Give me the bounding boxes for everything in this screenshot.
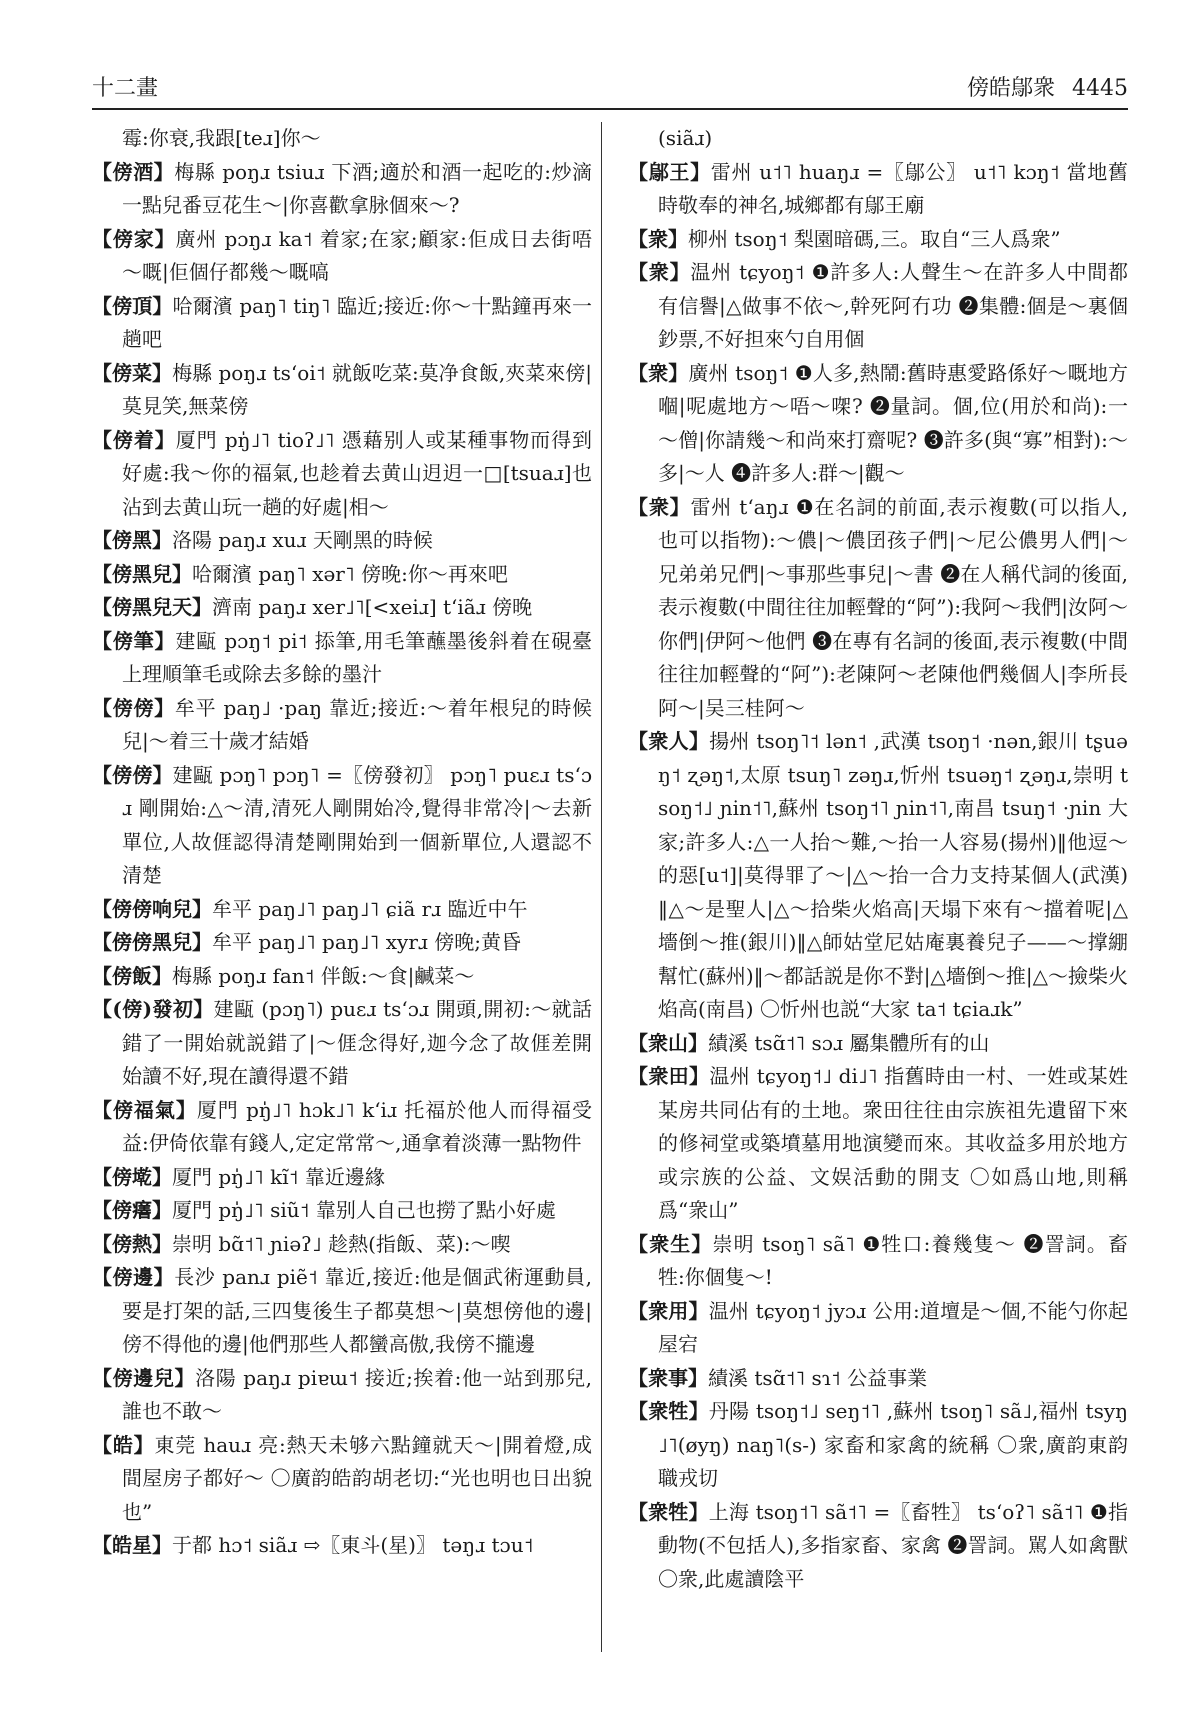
pronunciation: (pɔŋ˥) puɛɹ tsʻɔɹ — [261, 997, 430, 1021]
definition: 天剛黑的時候 — [312, 528, 433, 552]
dialect-location: 厦門 — [175, 427, 218, 452]
dictionary-entry — [628, 357, 1128, 491]
dialect-location: 建甌 — [172, 762, 213, 787]
pronunciation: bɑ̃˦˥ ɲiəʔ˩ — [218, 1231, 322, 1256]
dictionary-entry — [628, 1060, 1128, 1228]
pronunciation: paŋ˩ ·paŋ — [223, 695, 323, 720]
dialect-location: 于都 — [172, 1533, 212, 1557]
dictionary-entry — [92, 926, 592, 960]
pronunciation: tsoŋ˦˥ sã˦˥ — [755, 1499, 867, 1524]
headword: 【傍邊兒】 — [92, 1365, 196, 1390]
pronunciation: tsoŋ˦ — [735, 360, 789, 385]
pronunciation: hauɹ — [203, 1432, 252, 1457]
dialect-location: 建甌 — [175, 628, 218, 653]
dictionary-entry — [92, 1228, 592, 1262]
pronunciation: pŋ̍˩˥ siũ˦ — [218, 1198, 310, 1222]
definition: 開頭,開初:～就話錯了一開始就説錯了|～𠊎念得好,迦今念了故𠊎差開始讀不好,現在讀得還不錯 — [122, 997, 592, 1088]
dictionary-entry — [92, 692, 592, 759]
headword: 【衆】 — [628, 494, 691, 519]
entry-text: (siãɹ) — [658, 126, 713, 150]
headword: 【傍飯】 — [92, 963, 172, 988]
definition: 傍晚:你～再來吧 — [361, 561, 508, 586]
headword: 【傍家】 — [92, 226, 176, 251]
definition: ❶牲口:養幾隻～ ❷詈詞。畜牲:你個隻～! — [658, 1231, 1128, 1289]
headword: 【傍傍黑兒】 — [92, 930, 212, 954]
headword: 【傍傍响兒】 — [92, 896, 212, 921]
dialect-location: 哈爾濱 — [192, 561, 252, 586]
page-header — [92, 56, 1128, 110]
dictionary-entry — [628, 1496, 1128, 1597]
definition: 靠近;接近:～着年根兒的時候兒|～着三十歲才結婚 — [122, 695, 592, 753]
dialect-location: 洛陽 — [195, 1365, 237, 1390]
pronunciation: tɕyoŋ˦˩ di˩˥ — [756, 1064, 878, 1088]
dialect-location: 東莞 — [154, 1432, 197, 1457]
dialect-location: 績溪 — [708, 1030, 748, 1055]
definition: 下酒;適於和酒一起吃的:炒滴一點兒番豆花生～|你喜歡拿脉個來～? — [122, 159, 592, 217]
section-title: 十二畫 — [92, 76, 159, 101]
headword: 【衆生】 — [628, 1231, 713, 1256]
dictionary-entry — [92, 223, 592, 290]
dialect-location: 雷州 — [690, 494, 733, 519]
definition: 憑藉别人或某種事物而得到好處:我～你的福氣,也趁着去黄山迌迌一□[tsuaɹ]也沾到去黄山玩一趟的好處|相～ — [122, 427, 592, 519]
pronunciation: pɔŋɹ ka˦ — [224, 226, 313, 251]
dictionary-entry — [628, 156, 1128, 223]
dialect-location: 績溪 — [708, 1365, 748, 1390]
dialect-location: 牟平 — [174, 695, 217, 720]
headword: 【傍𤺪】 — [92, 1198, 172, 1222]
dictionary-entry — [628, 491, 1128, 726]
dialect-location: 厦門 — [172, 1164, 212, 1189]
dialect-location: 廣州 — [175, 226, 218, 251]
definition: ❶人多,熱鬧:舊時惠愛路係好～嘅地方嗰|呢處地方～唔～㗎? ❷量詞。個,位(用於和尚):一～僧|你請幾～和尚來打齋呢? ❸許多(與“寡”相對):～多|～人 ❹許多人:群～|觀～ — [658, 360, 1128, 485]
dictionary-entry — [628, 1362, 1128, 1396]
dictionary-entry — [92, 290, 592, 357]
dictionary-entry — [92, 424, 592, 525]
definition: ,武漢 tsoŋ˦ ·nən,銀川 tʂuəŋ˦ ʐəŋ˦,太原 tsuŋ˥ zəŋɹ,忻州 tsuəŋ˦ ʐəŋɹ,崇明 tsoŋ˦˩ ɲin˦˥,蘇州 tsoŋ˦˥ ɲin˦˥,南昌 tsuŋ˦ ·ɲin 大家;許多人:△一人抬～難,～抬一人容易(揚州)‖他逗～的惡[u˦]|莫得罪了～|△～抬一合力支持某個人(武漢)‖△～是聖人|△～拾柴火焰高|天塌下來有～擋着呢|△墻倒～推(銀川)‖△師姑堂尼姑庵裏養兒子——～撑綳幫忙(蘇州)‖～都話説是你不對|△墻倒～推|△～撿柴火焰高(南昌) 〇忻州也説“大家 ta˦ tɕiaɹk” — [658, 729, 1128, 1021]
headword: 【衆】 — [628, 226, 688, 251]
dialect-location: 崇明 — [712, 1231, 755, 1256]
pronunciation: paŋ˥ tiŋ˥ — [239, 293, 331, 318]
pronunciation: tɕyoŋ˦ jyɔɹ — [755, 1298, 867, 1323]
pronunciation: tsoŋ˥ sã˥ — [762, 1231, 855, 1256]
entry-text: 霉:你衰,我跟[teɹ]你～ — [122, 126, 321, 150]
pronunciation: u˦˥ huaŋɹ — [759, 159, 860, 184]
headword: 【衆】 — [628, 360, 689, 385]
definition: 着家;在家;顧家:佢成日去街唔～嘅|佢個仔都幾～嘅嗃 — [122, 226, 592, 284]
headword: 【傍傍】 — [92, 695, 175, 720]
dialect-location: 梅縣 — [172, 360, 213, 385]
headword: 【衆事】 — [628, 1365, 708, 1390]
pronunciation: paŋ˩˥ paŋ˩˥ xyrɹ — [258, 930, 428, 954]
definition: 接近;挨着:他一站到那兒,誰也不敢～ — [122, 1365, 592, 1423]
pronunciation: poŋɹ tsʻoi˦ — [218, 360, 326, 385]
pronunciation: tʻaŋɹ — [739, 494, 789, 519]
definition: ❶在名詞的前面,表示複數(可以指人,也可以指物):～儂|～儂囝孩子們|～尼公儂男人們|～兄弟弟兄們|～事那些事兒|～書 ❷在人稱代詞的後面,表示複數(中間往往加輕聲的“阿”):我阿～我們|汝阿～你們|伊阿～他們 ❸在專有名詞的後面,表示複數(中間往往加輕聲的“阿”):老陳阿～老陳他們幾個人|李所長阿～|吴三桂阿～ — [658, 494, 1128, 720]
dictionary-entry — [92, 558, 592, 592]
dictionary-entry — [628, 223, 1128, 257]
pronunciation: paŋɹ xuɹ — [218, 528, 307, 552]
dialect-location: 厦門 — [172, 1198, 212, 1222]
pronunciation: pɔŋ˦ pi˦ — [224, 628, 308, 653]
headword: 【傍福氣】 — [92, 1097, 197, 1122]
headword: 【皓星】 — [92, 1533, 172, 1557]
definition: 亮:熱天未够六點鐘就天～|開着燈,成間屋房子都好～ 〇廣韵皓韵胡老切:“光也明也日出貌也” — [122, 1432, 592, 1524]
dictionary-entry — [628, 256, 1128, 357]
definition: 指舊時由一村、一姓或某姓某房共同佔有的土地。衆田往往由宗族祖先遺留下來的修祠堂或築墳墓用地演變而來。其收益多用於地方或宗族的公益、文娱活動的開支 〇如爲山地,則稱爲“衆山” — [658, 1064, 1128, 1222]
pronunciation: tsoŋ˦˩ seŋ˦˥ — [755, 1399, 881, 1423]
dialect-location: 哈爾濱 — [172, 293, 233, 318]
dictionary-entry — [92, 893, 592, 927]
dialect-location: 温州 — [708, 1298, 750, 1323]
dictionary-entry — [92, 1094, 592, 1161]
definition: 傍晚 — [492, 595, 533, 619]
dictionary-entry — [92, 1194, 592, 1228]
dictionary-entry — [92, 591, 592, 625]
dictionary-entry — [628, 1027, 1128, 1061]
pronunciation: paŋ˩˥ paŋ˩˥ ɕiã rɹ — [258, 896, 442, 921]
page-number: 4445 — [1072, 76, 1128, 101]
headword: 【衆牲】 — [628, 1399, 709, 1423]
running-head — [957, 71, 1128, 102]
definition: =〖傍發初〗 pɔŋ˥ puɛɹ tsʻɔɹ 剛開始:△～清,清死人剛開始冷,覺得非常冷|～去新單位,人故𠊎認得清楚剛開始到一個新單位,人還認不清楚 — [122, 762, 592, 887]
dialect-location: 濟南 — [212, 595, 252, 619]
headword: 【傍菜】 — [92, 360, 173, 385]
definition: 臨近;接近:你～十點鐘再來一趟吧 — [122, 293, 592, 351]
headword: 【傍酒】 — [92, 159, 175, 184]
dictionary-entry — [628, 1295, 1128, 1362]
definition: ⇨〖東斗(星)〗 təŋɹ tɔu˦ — [303, 1533, 534, 1557]
headword: 【衆人】 — [628, 729, 710, 753]
definition: =〖鄔公〗 u˦˥ kɔŋ˦ 當地舊時敬奉的神名,城鄉都有鄔王廟 — [658, 159, 1128, 217]
definition: 托福於他人而得福受益:伊倚依靠有錢人,定定常常～,通拿着淡薄一點物件 — [122, 1097, 592, 1155]
pronunciation: pŋ̍˩˥ hɔk˩˥ kʻiɹ — [246, 1097, 397, 1122]
pronunciation: pŋ̍˩˥ kĩ˦ — [218, 1164, 299, 1189]
dictionary-entry — [92, 1261, 592, 1362]
definition: 臨近中午 — [447, 896, 528, 921]
definition: 梨園暗碼,三。取自“三人爲衆” — [793, 226, 1061, 251]
headword: 【衆】 — [628, 260, 691, 284]
dictionary-entry — [92, 1362, 592, 1429]
dialect-location: 上海 — [708, 1499, 750, 1524]
dialect-location: 丹陽 — [708, 1399, 750, 1423]
pronunciation: panɹ piẽ˦ — [222, 1265, 318, 1289]
dialect-location: 温州 — [690, 260, 732, 284]
headword: 【傍黑兒】 — [92, 561, 192, 586]
definition: 掭筆,用毛筆蘸墨後斜着在硯臺上理順筆毛或除去多餘的墨汁 — [122, 628, 592, 686]
dictionary-entry — [92, 524, 592, 558]
pronunciation: pŋ̍˩˥ tioʔ˩˥ — [224, 427, 335, 452]
continued-entry — [92, 122, 592, 156]
dialect-location: 梅縣 — [172, 963, 212, 988]
dictionary-entry — [92, 1529, 592, 1563]
pronunciation: poŋɹ fan˦ — [218, 963, 315, 988]
pronunciation: hɔ˦ siãɹ — [218, 1533, 298, 1557]
definition: ,蘇州 tsoŋ˥ sã˩,福州 tsyŋ˩˥(øyŋ) naŋ˥(s-) 家畜和家禽的統稱 〇衆,廣韵東韵職戎切 — [658, 1399, 1128, 1490]
columns — [92, 122, 1128, 1652]
definition: 傍晚;黄昏 — [434, 930, 522, 954]
headword: 【傍傍】 — [92, 762, 173, 787]
definition: 趁熱(指飯、菜):～喫 — [328, 1231, 511, 1256]
headword: 【鄔王】 — [628, 159, 711, 184]
pronunciation: tsoŋ˦ — [734, 226, 788, 251]
dialect-location: 梅縣 — [174, 159, 216, 184]
headword: 【傍黑】 — [92, 528, 172, 552]
dialect-location: 牟平 — [212, 896, 252, 921]
dialect-location: 洛陽 — [172, 528, 212, 552]
pronunciation: tsoŋ˥˦ lən˦ — [756, 729, 867, 753]
dictionary-entry — [92, 960, 592, 994]
headword: 【皓】 — [92, 1432, 155, 1457]
definition: 靠别人自己也撈了點小好處 — [315, 1198, 556, 1222]
pronunciation: pɔŋ˥ pɔŋ˥ — [219, 762, 320, 787]
headword: 【傍黑兒天】 — [92, 595, 212, 619]
headword: 【傍熱】 — [92, 1231, 172, 1256]
definition: 靠近,接近:他是個武術運動員,要是打架的話,三四隻後生子都莫想～|莫想傍他的邊|傍不得他的邊|他們那些人都蠻高傲,我傍不攏邊 — [122, 1265, 592, 1356]
definition: 公益事業 — [847, 1365, 928, 1390]
headword: 【傍頂】 — [92, 293, 173, 318]
headword: 【(傍)發初】 — [92, 997, 214, 1021]
pronunciation: tsɑ̃˦˥ sɔɹ — [754, 1030, 844, 1055]
dialect-location: 廣州 — [688, 360, 729, 385]
right-column — [628, 122, 1128, 1652]
headword: 【傍邊】 — [92, 1265, 175, 1289]
dialect-location: 温州 — [709, 1064, 751, 1088]
dictionary-entry — [92, 759, 592, 893]
dialect-location: 長沙 — [174, 1265, 216, 1289]
dictionary-entry — [92, 357, 592, 424]
headword: 【衆田】 — [628, 1064, 710, 1088]
header-headwords: 傍皓鄔衆 — [966, 76, 1055, 101]
dialect-location: 崇明 — [172, 1231, 212, 1256]
dictionary-entry — [92, 993, 592, 1094]
dialect-location: 厦門 — [196, 1097, 239, 1122]
definition: 靠近邊緣 — [304, 1164, 385, 1189]
pronunciation: poŋɹ tsiuɹ — [222, 159, 325, 184]
pronunciation: tsɑ̃˦˥ sɿ˦ — [754, 1365, 841, 1390]
definition: ❶許多人:人聲生～在許多人中間都有信譽|△做事不依～,幹死阿冇功 ❷集體:個是～裏個鈔票,不好担來勺自用個 — [658, 260, 1128, 351]
dialect-location: 柳州 — [688, 226, 728, 251]
headword: 【衆牲】 — [628, 1499, 709, 1524]
dictionary-entry — [628, 1228, 1128, 1295]
headword: 【傍墘】 — [92, 1164, 172, 1189]
definition: 伴飯:～食|鹹菜～ — [320, 963, 475, 988]
headword: 【衆山】 — [628, 1030, 708, 1055]
dictionary-entry — [628, 725, 1128, 1027]
dictionary-entry — [92, 1161, 592, 1195]
dictionary-entry — [92, 1429, 592, 1530]
pronunciation: paŋ˥ xər˥ — [258, 561, 355, 586]
dialect-location: 雷州 — [710, 159, 753, 184]
dialect-location: 牟平 — [212, 930, 252, 954]
dictionary-entry — [92, 625, 592, 692]
pronunciation: tɕyoŋ˦ — [739, 260, 805, 284]
dialect-location: 揚州 — [709, 729, 750, 753]
definition: =〖畜牲〗 tsʻoʔ˥ sã˦˥ ❶指動物(不包括人),多指家畜、家禽 ❷詈詞。駡人如禽獸 〇衆,此處讀陰平 — [658, 1499, 1128, 1591]
definition: 就飯吃菜:莫净食飯,夾菜來傍|莫見笑,無菜傍 — [122, 360, 592, 418]
headword: 【傍着】 — [92, 427, 176, 452]
dialect-location: 建甌 — [213, 997, 255, 1021]
headword: 【傍筆】 — [92, 628, 176, 653]
continued-entry — [628, 122, 1128, 156]
dictionary-entry — [628, 1395, 1128, 1496]
left-column — [92, 122, 592, 1652]
pronunciation: paŋɹ piɐɯ˦ — [243, 1365, 358, 1390]
dictionary-entry — [92, 156, 592, 223]
definition: 屬集體所有的山 — [849, 1030, 990, 1055]
pronunciation: paŋɹ xer˩˥[<xeiɹ] tʻiãɹ — [258, 595, 486, 619]
headword: 【衆用】 — [628, 1298, 709, 1323]
definition: 公用:道壇是～個,不能勺你起屋宕 — [658, 1298, 1128, 1356]
